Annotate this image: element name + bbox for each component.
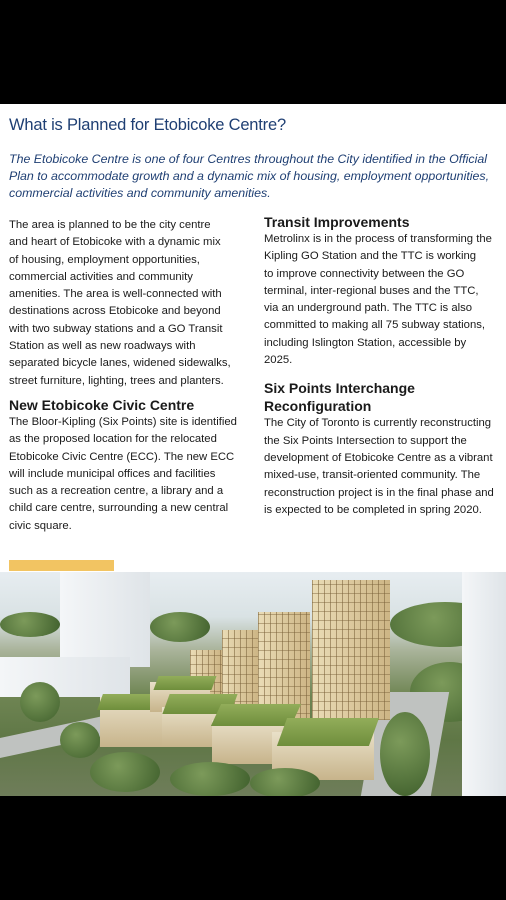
six-points-heading: Six Points Interchange Reconfiguration: [264, 380, 415, 415]
left-column: [9, 217, 254, 535]
accent-bar: [9, 560, 114, 571]
text-line: is expected to be completed in spring 2020.: [264, 503, 482, 516]
text-line: as the proposed location for the relocated: [9, 433, 217, 446]
overview-paragraph: [9, 217, 254, 390]
text-line: Etobicoke Civic Centre (ECC). The new ECC: [9, 450, 235, 463]
page-title: What is Planned for Etobicoke Centre?: [9, 116, 286, 134]
text-line: terminal, inter-regional buses and the TTC,: [264, 284, 479, 297]
transit-paragraph: [264, 231, 504, 369]
text-line: commercial activities and community: [9, 270, 193, 283]
text-line: 2025.: [264, 354, 293, 367]
text-line: The area is planned to be the city centre: [9, 219, 211, 231]
text-line: including Islington Station, accessible by: [264, 336, 467, 349]
white-tower: [60, 572, 150, 667]
transit-heading: Transit Improvements: [264, 214, 410, 230]
text-line: amenities. The area is well-connected with: [9, 288, 222, 301]
text-line: development of Etobicoke Centre as a vibrant: [264, 451, 493, 464]
text-line: to improve connectivity between the GO: [264, 267, 465, 280]
text-line: reconstruction project is in the final phase and: [264, 486, 494, 499]
text-line: destinations across Etobicoke and beyond: [9, 305, 221, 318]
text-line: mixed-use, transit-oriented community. The: [264, 469, 481, 482]
text-line: Kipling GO Station and the TTC is working: [264, 250, 477, 263]
text-line: The City of Toronto is currently reconstructing: [264, 417, 492, 430]
text-line: committed to making all 75 subway stations,: [264, 319, 486, 332]
right-column: [264, 213, 504, 519]
text-line: civic square.: [9, 519, 72, 532]
text-line: via an underground path. The TTC is also: [264, 302, 473, 315]
text-line: street furniture, lighting, trees and planters.: [9, 374, 224, 387]
white-tower-right: [462, 572, 506, 796]
civic-centre-heading: New Etobicoke Civic Centre: [9, 396, 195, 413]
text-line: with two subway stations and a GO Transit: [9, 322, 223, 335]
intro-paragraph: The Etobicoke Centre is one of four Centres throughout the City identified in the Official Plan to accommodate growth and a dynamic mix of housing, employment opportunities, commercial activities and community amenities.: [9, 152, 490, 200]
text-line: child care centre, surrounding a new central: [9, 502, 229, 515]
civic-centre-paragraph: [9, 414, 254, 535]
tower-building: [312, 580, 390, 720]
text-line: and heart of Etobicoke with a dynamic mix: [9, 236, 221, 249]
text-line: separated bicycle lanes, widened sidewalks,: [9, 357, 231, 370]
text-line: will include municipal offices and facilities: [9, 467, 216, 480]
text-line: such as a recreation centre, a library and a: [9, 485, 224, 498]
six-points-paragraph: [264, 415, 504, 519]
text-line: Metrolinx is in the process of transforming the: [264, 233, 492, 245]
text-line: of housing, employment opportunities,: [9, 253, 200, 266]
civic-centre-rendering-image: [0, 572, 506, 796]
text-line: Station as well as new roadways with: [9, 340, 196, 353]
text-line: the Six Points Intersection to support the: [264, 434, 467, 447]
document-page: [0, 104, 506, 796]
text-line: The Bloor-Kipling (Six Points) site is identified: [9, 415, 237, 428]
